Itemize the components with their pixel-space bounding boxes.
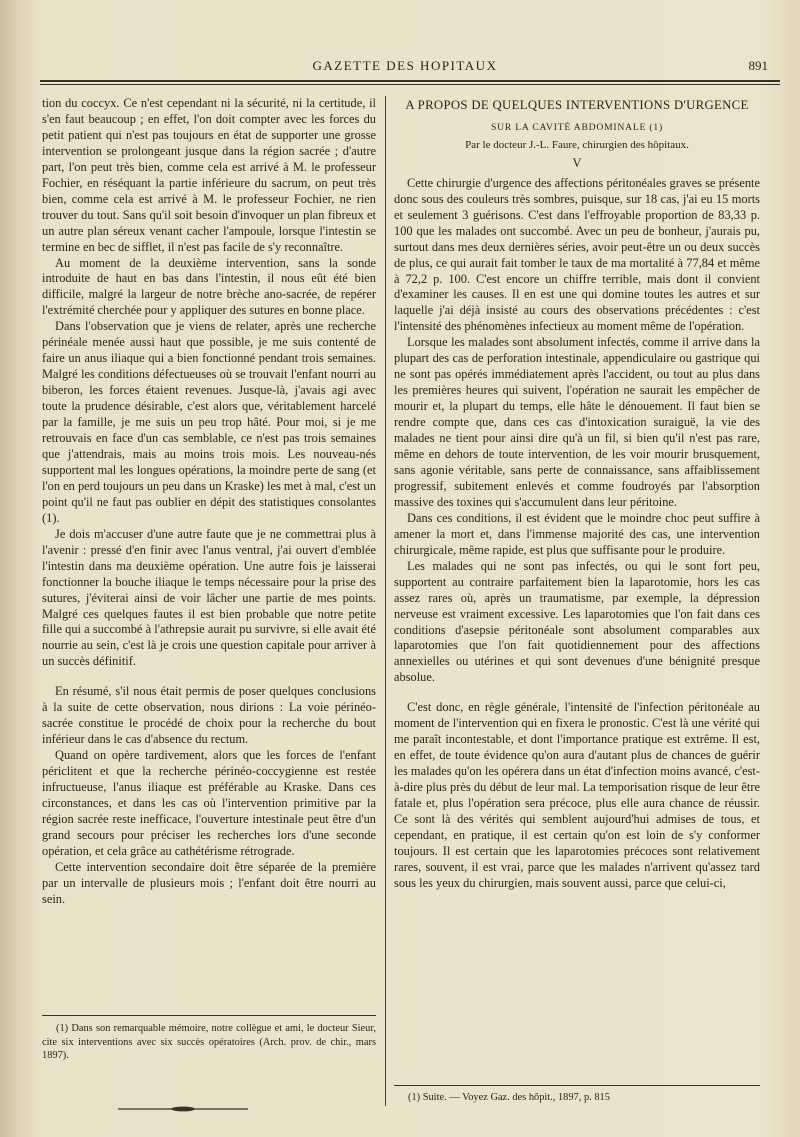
footnote-rule: [42, 1015, 376, 1016]
footnote-text: (1) Dans son remarquable mémoire, notre collègue et ami, le docteur Sieur, cite six interventions avec six succès opératoires (Arch. prov. de chir., mars 1897).: [42, 1023, 376, 1061]
paragraph: Cette intervention secondaire doit être séparée de la première par un intervalle de plusieurs mois ; l'enfant doit être nourri au sein.: [42, 859, 376, 906]
page-header: [40, 58, 770, 80]
paragraph: tion du coccyx. Ce n'est cependant ni la sécurité, ni la certitude, il s'en faut beaucoup ; en effet, l'on doit compter avec les forces du petit patient qui n'est pas toujours en état de supporter une grosse intervention se prolongeant jusque dans la région sacrée ; d'autre part, l'on peut très bien, comme cela est arrivé à M. le professeur Fochier, en réséquant la partie inférieure du sacrum, on peut très bien, comme cela est arrivé à M. le professeur Fochier, ne rien trouver du tout. Sans qu'il soit besoin d'invoquer un plan fibreux et un autre plan séreux venant cacher l'ampoule, lorsque l'intestin se termine en bec de sifflet, il n'est pas facile de s'y reconnaître.: [42, 96, 376, 254]
header-rule: [40, 80, 780, 82]
running-title: GAZETTE DES HOPITAUX: [312, 58, 498, 73]
paragraph: Je dois m'accuser d'une autre faute que je ne commettrai plus à l'avenir : pressé d'en finir avec l'anus ventral, j'ai ouvert d'emblée l'intestin dans ma deuxième opération. Une autre fois je laisserai fonctionner la bouche iliaque le temps nécessaire pour la prise des sutures, j'éviterai ainsi de voir lâcher une partie de mes points. Malgré ces quelques fautes il est bien probable que notre petite fille qui a succombé à l'athrepsie aurait pu survivre, si elle avait été nourrie au sein, c'est là je crois une question capitale pour arriver à un succès définitif.: [42, 526, 376, 669]
paragraph: Dans ces conditions, il est évident que le moindre choc peut suffire à amener la mort et, dans l'immense majorité des cas, une intervention chirurgicale, même rapide, est plus que suffisante pour le produire.: [394, 510, 760, 557]
left-footnote: [42, 1022, 376, 1063]
footnote-rule: [394, 1085, 760, 1086]
ornament-rule: [118, 1106, 248, 1112]
paragraph: Cette chirurgie d'urgence des affections péritonéales graves se présente donc sous des couleurs très sombres, puisque, sur 18 cas, j'ai eu 15 morts et seulement 3 guérisons. C'est dans l'effroyable proportion de 83,33 p. 100 que les malades ont succombé. Avec un peu de bonheur, j'aurais pu, surtout dans mes deux dernières séries, avoir peut-être un ou deux succès de plus, ce qui aurait fait tomber le taux de ma mortalité à 77,84 et même à 72,2 p. 100. C'est encore un chiffre terrible, mais dont il convient d'examiner les causes. Il en est une qui domine toutes les autres et sur laquelle j'ai déjà insisté au cours des observations précédentes : c'est l'intensité des phénomènes infectieux au moment même de l'opération.: [394, 175, 760, 334]
article-title: A PROPOS DE QUELQUES INTERVENTIONS D'URGENCE: [405, 98, 749, 112]
paragraph: Dans l'observation que je viens de relater, après une recherche périnéale menée aussi haut que possible, je me suis contenté de faire un anus iliaque qui a bien fonctionné pendant trois semaines. Malgré les conditions défectueuses où se trouvait l'enfant nourri au biberon, les forces étaient revenues. Jusque-là, j'avais agi avec toute la prudence désirable, c'est alors que, véritablement harcelé par la famille, je me suis un peu trop hâté. Pour moi, si je me retrouvais en face d'un cas semblable, ce n'est pas trois semaines que j'attendrais, mais au moins trois mois. Les nouveau-nés supportent mal les longues opérations, la moindre perte de sang (et l'on en perd toujours un peu dans un Kraske) les met à mal, c'est un point qu'il ne faut pas oublier en dépit des statistiques consolantes (1).: [42, 319, 376, 525]
right-column: [394, 98, 760, 892]
footnote-text: (1) Suite. — Voyez Gaz. des hôpit., 1897, p. 815: [408, 1092, 610, 1103]
column-divider: [385, 96, 386, 1106]
paragraph: C'est donc, en règle générale, l'intensité de l'infection péritonéale au moment de l'intervention qui en fixera le pronostic. C'est là une vérité qui me paraît incontestable, et dont l'importance pratique est extrême. Il est, en effet, de toute évidence qu'on aura d'autant plus de chances de guérir les malades qu'on les opérera dans un état d'infection moins avancé, c'est-à-dire plus près du début de leur mal. La temporisation risque de leur être fatale et, plus l'opération sera précoce, plus elle aura chance de réussir. Ce sont là des vérités qui semblent aujourd'hui admises de tous, et cependant, en pratique, il est certain qu'on est loin de s'y conformer toujours. Il est certain que les laparotomies précoces sont relativement rares, souvent, il est vrai, parce que les malades n'arrivent qu'assez tard sous les yeux du chirurgien, mais souvent aussi, parce que celui-ci,: [394, 700, 760, 890]
article-subtitle: SUR LA CAVITÉ ABDOMINALE (1): [491, 121, 663, 133]
header-rule-thin: [40, 84, 780, 85]
article-author: Par le docteur J.-L. Faure, chirurgien des hôpitaux.: [465, 138, 689, 151]
paragraph: Quand on opère tardivement, alors que les forces de l'enfant périclitent et que la recherche périnéo-coccygienne est restée infructueuse, l'anus iliaque est préférable au Kraske. Dans ces circonstances, et dans les cas où l'intervention primitive par la région sacrée reste inefficace, l'ouverture intestinale peut être d'un grand secours pour préciser les recherches lors d'une seconde opération, et cela grâce au cathétérisme rétrograde.: [42, 748, 376, 858]
page-number: 891: [748, 58, 768, 73]
paragraph: Au moment de la deuxième intervention, sans la sonde introduite de haut en bas dans l'intestin, il nous eût été bien difficile, malgré la largeur de notre brèche ano-sacrée, de repérer l'extrémité cherchée pour y appliquer des sutures en bonne place.: [42, 255, 376, 318]
paragraph: Lorsque les malades sont absolument infectés, comme il arrive dans la plupart des cas de perforation intestinale, appendiculaire ou gastrique qui ne sont pas opérés immédiatement après l'accident, ou tout au plus dans les premières heures qui suivent, l'opération ne saurait les empêcher de mourir et, la plupart du temps, elle hâte le dénouement. Il faut bien se rendre compte que, dans ces cas d'intoxication suraiguë, la vie des malades ne tient pour ainsi dire qu'à un fil, si bien qu'il n'est pas rare, même en dehors de toute intervention, de les voir mourir brusquement, sans agonie véritable, sans perte de connaissance, sans affaiblissement progressif, subitement enlevés et comme foudroyés par l'absorption massive des toxines qui s'accumulent dans leur péritoine.: [394, 335, 760, 509]
left-column: [42, 96, 376, 908]
section-number: V: [572, 155, 582, 170]
right-footnote: [394, 1091, 760, 1105]
paragraph: Les malades qui ne sont pas infectés, ou qui le sont fort peu, supportent au contraire parfaitement bien la laparotomie, hors les cas assez rares où, après un traumatisme, par exemple, la dépression nerveuse est vraiment excessive. Les laparotomies que l'on fait dans ces conditions d'asepsie péritonéale sont absolument comparables aux laparotomies que l'on fait quotidiennement pour des affections annexielles ou utérines et qui sont devenues d'une bénignité presque absolue.: [394, 558, 760, 685]
paragraph: En résumé, s'il nous était permis de poser quelques conclusions à la suite de cette observation, nous dirions : La voie périnéo-sacrée constitue le procédé de choix pour la recherche du bout inférieur dans le cas d'absence du rectum.: [42, 684, 376, 747]
